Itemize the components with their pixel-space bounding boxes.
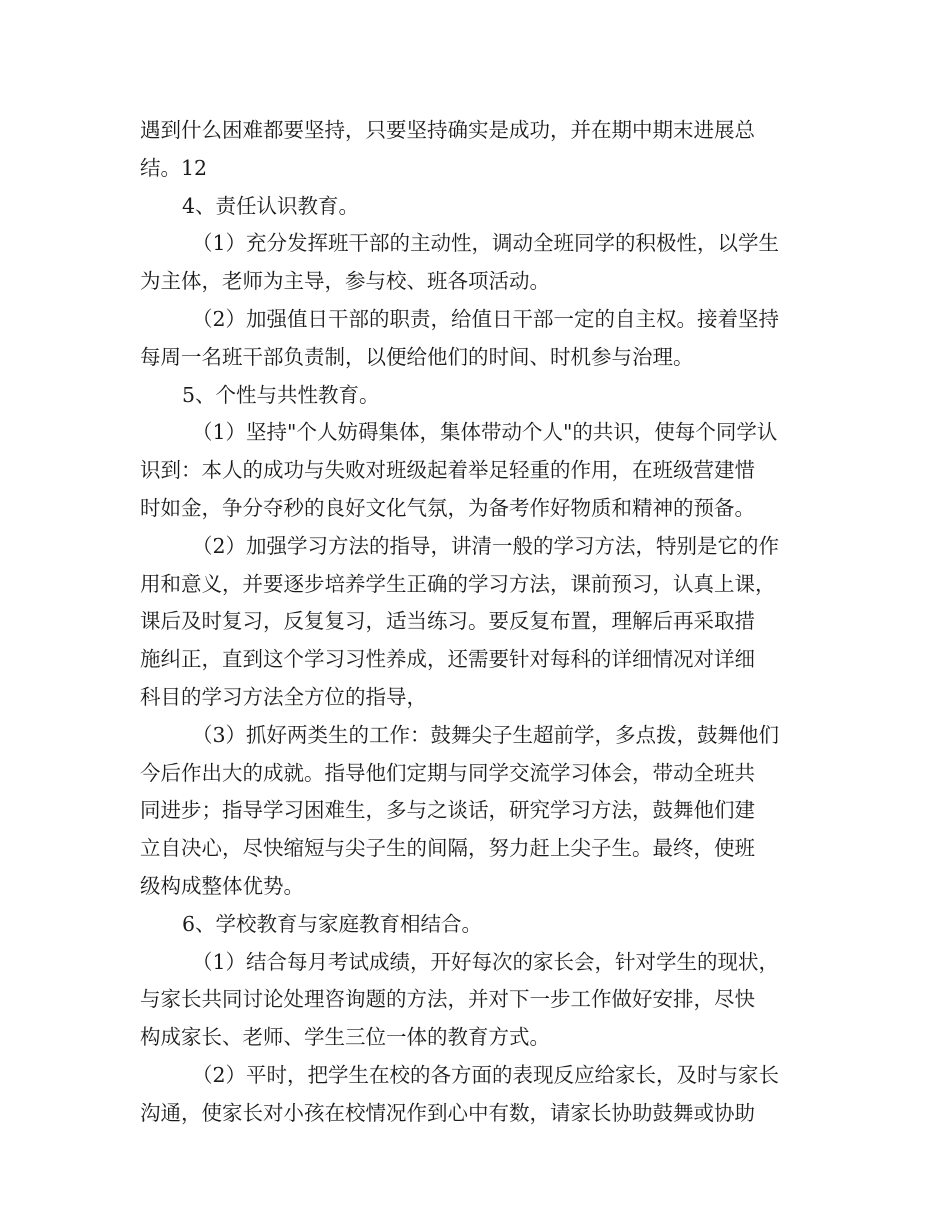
text-line: 与家长共同讨论处理咨询题的方法，并对下一步工作做好安排，尽快 (140, 987, 755, 1012)
text-line: 结。12 (140, 155, 208, 180)
document-body (140, 112, 810, 1133)
text-line: 为主体，老师为主导，参与校、班各项活动。 (140, 269, 550, 294)
text-line: 同进步；指导学习困难生，多与之谈话，研究学习方法，鼓舞他们建 (140, 798, 755, 823)
text-line: （1）坚持"个人妨碍集体，集体带动个人"的共识，使每个同学认 (192, 420, 778, 445)
text-line: （1）结合每月考试成绩，开好每次的家长会，针对学生的现状， (192, 949, 780, 974)
text-line: 立自决心，尽快缩短与尖子生的间隔，努力赶上尖子生。最终，使班 (140, 836, 755, 861)
text-line: 级构成整体优势。 (140, 873, 304, 898)
text-line: 遇到什么困难都要坚持，只要坚持确实是成功，并在期中期末进展总 (140, 118, 755, 142)
text-line: 时如金，争分夺秒的良好文化气氛，为备考作好物质和精神的预备。 (140, 495, 755, 520)
text-line: （1）充分发挥班干部的主动性，调动全班同学的积极性，以学生 (192, 231, 780, 256)
text-line: 构成家长、老师、学生三位一体的教育方式。 (140, 1025, 550, 1050)
text-line: 沟通，使家长对小孩在校情况作到心中有数，请家长协助鼓舞或协助 (140, 1100, 755, 1125)
text-line: 今后作出大的成就。指导他们定期与同学交流学习体会，带动全班共 (140, 760, 755, 785)
text-line: （2）加强学习方法的指导，讲清一般的学习方法，特别是它的作 (192, 533, 780, 558)
text-line: 每周一名班干部负责制，以便给他们的时间、时机参与治理。 (140, 344, 694, 369)
text-line: 施纠正，直到这个学习习性养成，还需要针对每科的详细情况对详细 (140, 647, 755, 672)
text-line: 5、个性与共性教育。 (182, 382, 380, 407)
text-line: （2）加强值日干部的职责，给值日干部一定的自主权。接着坚持 (192, 306, 780, 331)
text-line: （2）平时，把学生在校的各方面的表现反应给家长，及时与家长 (192, 1062, 780, 1087)
text-line: （3）抓好两类生的工作：鼓舞尖子生超前学，多点拨，鼓舞他们 (192, 722, 780, 747)
text-line: 识到：本人的成功与失败对班级起着举足轻重的作用，在班级营建惜 (140, 458, 755, 483)
text-line: 科目的学习方法全方位的指导， (140, 684, 427, 709)
text-line: 4、责任认识教育。 (182, 193, 360, 218)
text-line: 用和意义，并要逐步培养学生正确的学习方法，课前预习，认真上课， (140, 571, 776, 596)
text-line: 6、学校教育与家庭教育相结合。 (182, 911, 483, 936)
text-line: 课后及时复习，反复复习，适当练习。要反复布置，理解后再采取措 (140, 609, 755, 634)
